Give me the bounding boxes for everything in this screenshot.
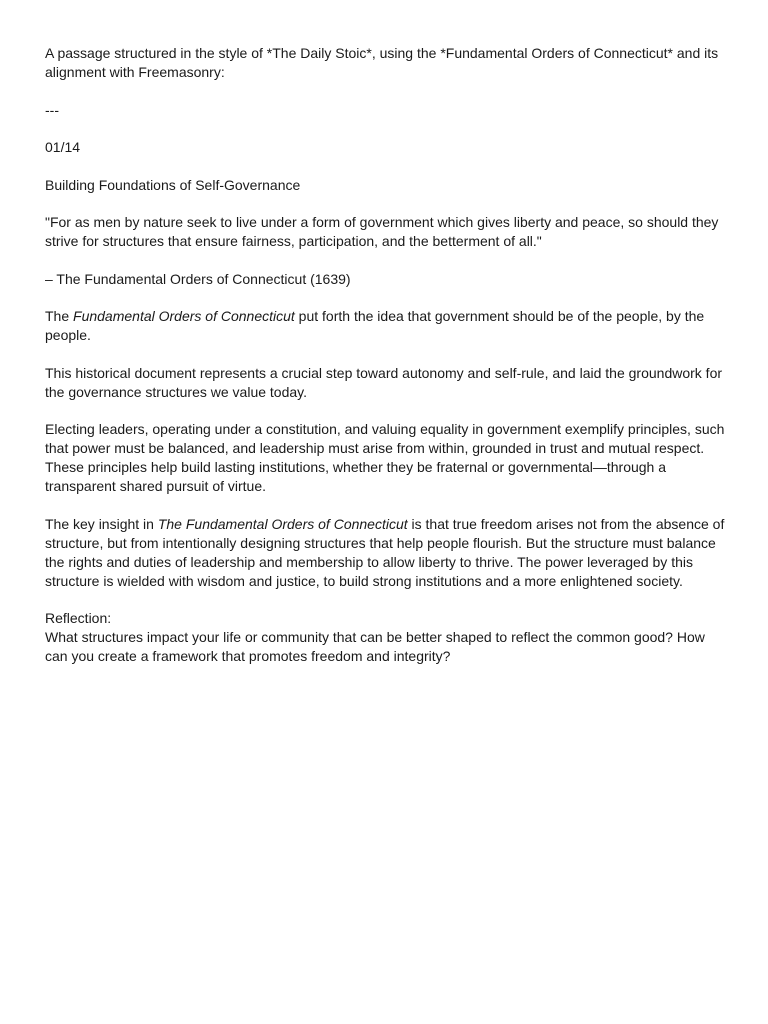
paragraph-1-italic-title: Fundamental Orders of Connecticut xyxy=(73,308,295,324)
intro-text: A passage structured in the style of *The Daily Stoic*, using the *Fundamental Orders of Connecticut* and its alignment with Freemasonry: xyxy=(45,45,719,80)
reflection-text: What structures impact your life or community that can be better shaped to reflect the common good? How can you create a framework that promotes freedom and integrity? xyxy=(45,629,705,664)
paragraph-4-rest: is that true freedom arises not from the absence of structure, but from intentionally designing structures that help people flourish. But the structure must balance the rights and duties of leadership and membership to allow liberty to thrive. The power leveraged by this structure is wielded with wisdom and justice, to build strong institutions and a more enlightened society. xyxy=(45,515,725,589)
document-page xyxy=(45,44,729,685)
quote-attribution: – The Fundamental Orders of Connecticut (1639) xyxy=(45,270,351,287)
paragraph-4-italic-title: The Fundamental Orders of Connecticut xyxy=(157,515,408,532)
separator: --- xyxy=(45,101,59,118)
paragraph-1-lead: The xyxy=(45,308,74,324)
paragraph-4-lead: The key insight in xyxy=(45,515,158,532)
entry-date: 01/14 xyxy=(45,139,81,155)
paragraph-1 xyxy=(45,307,729,345)
quote: "For as men by nature seek to live under a form of government which gives liberty and peace, so should they strive for structures that ensure fairness, participation, and the betterment of all." xyxy=(45,214,719,249)
entry-title: Building Foundations of Self-Governance xyxy=(45,176,301,193)
paragraph-3: Electing leaders, operating under a constitution, and valuing equality in government exemplify principles, such that power must be balanced, and leadership must arise from within, grounded in trust and mutual respect. These principles help build lasting institutions, whether they be fraternal or governmental—through a transparent shared pursuit of virtue. xyxy=(45,421,725,494)
paragraph-4 xyxy=(45,515,729,591)
paragraph-2: This historical document represents a crucial step toward autonomy and self-rule, and laid the groundwork for the governance structures we value today. xyxy=(45,364,723,400)
reflection-label: Reflection: xyxy=(45,610,112,626)
paragraph-1-rest: put forth the idea that government should be of the people, by the people. xyxy=(45,308,705,343)
